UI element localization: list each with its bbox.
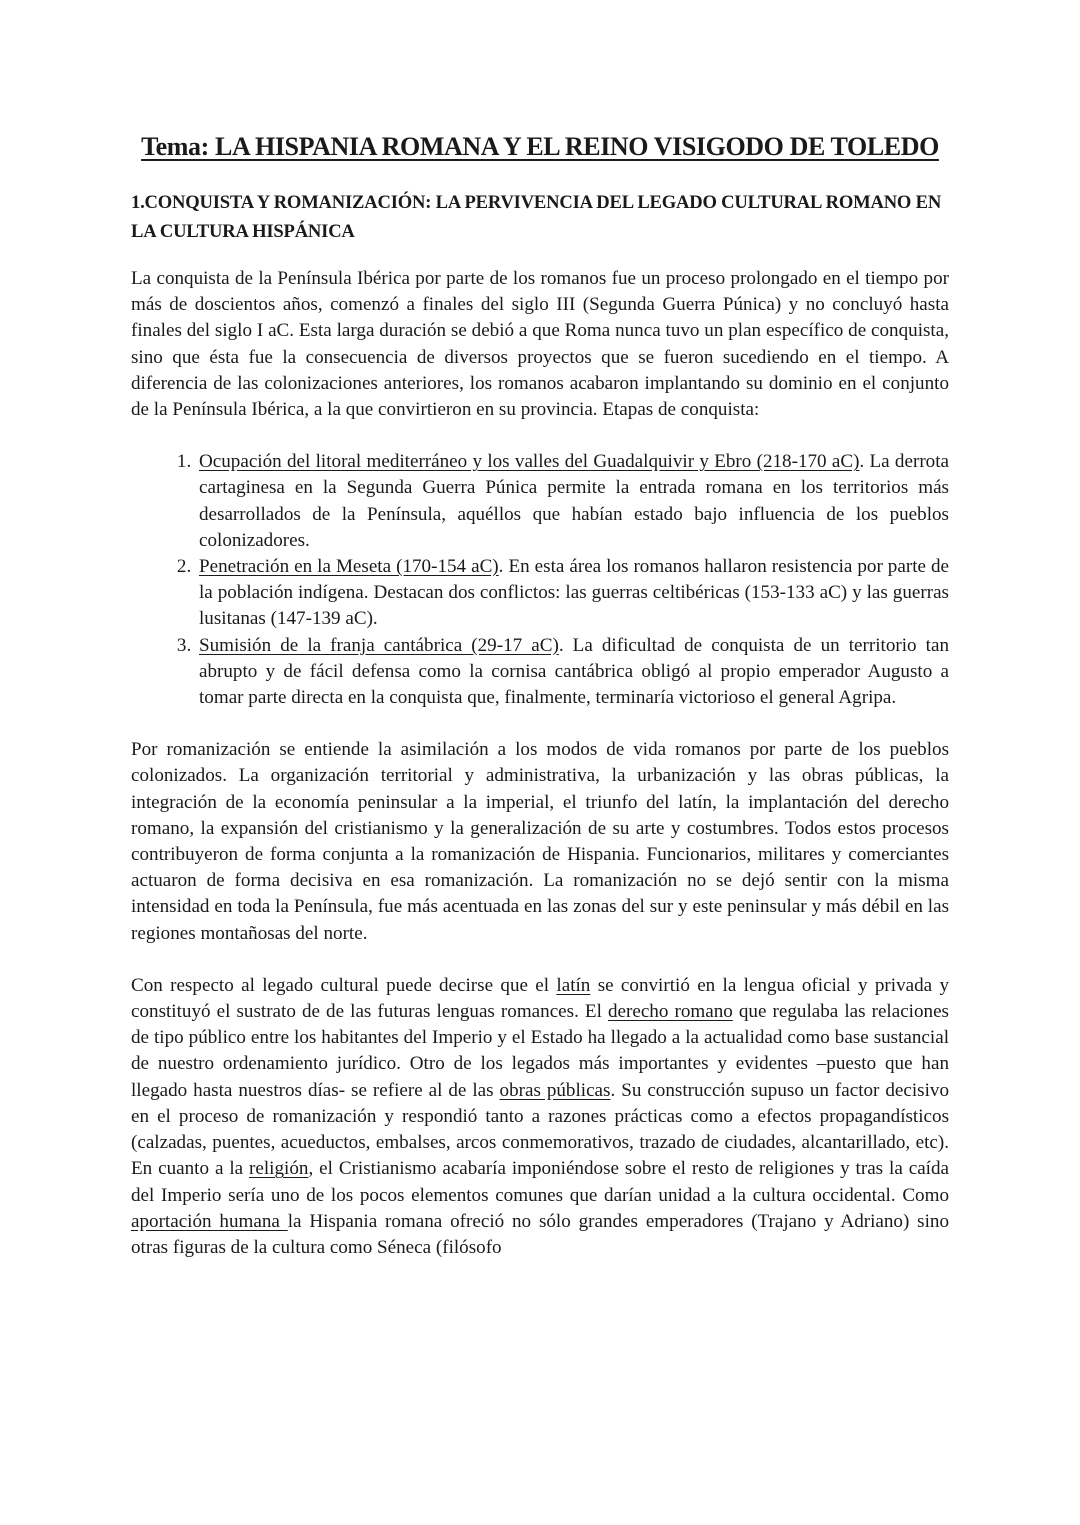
conquest-stages-list	[131, 449, 949, 711]
stage-text: . En esta área los romanos hallaron resistencia por parte de la población indígena. Destacan dos conflictos: las guerras celtibéricas (153-133 aC) y las guerras lusitanas (147-139 aC).	[199, 556, 949, 630]
stage-text: . La dificultad de conquista de un territorio tan abrupto y de fácil defensa como la cornisa cantábrica obligó al propio emperador Augusto a tomar parte directa en la conquista que, finalmente, terminaría victorioso el general Agripa.	[199, 634, 949, 709]
legacy-term-religion: religión	[249, 1158, 309, 1180]
legacy-text: la Hispania romana ofreció no sólo grandes emperadores (Trajano y Adriano) sino otras figuras de la cultura como Séneca (filósofo	[131, 1210, 949, 1258]
list-item	[196, 633, 949, 712]
stage-title: Sumisión de la franja cantábrica (29-17 aC)	[199, 634, 559, 656]
document-title: Tema: LA HISPANIA ROMANA Y EL REINO VISIGODO DE TOLEDO	[141, 132, 939, 161]
legacy-paragraph	[131, 973, 949, 1261]
intro-paragraph: La conquista de la Península Ibérica por parte de los romanos fue un proceso prolongado en el tiempo por más de doscientos años, comenzó a finales del siglo III (Segunda Guerra Púnica) y no concluyó hasta finales del siglo I aC. Esta larga duración se debió a que Roma nunca tuvo un plan específico de conquista, sino que ésta fue la consecuencia de diversos proyectos que se fueron sucediendo en el tiempo. A diferencia de las colonizaciones anteriores, los romanos acabaron implantando su dominio en el conjunto de la Península Ibérica, a la que convirtieron en su provincia. Etapas de conquista:	[131, 268, 949, 421]
legacy-text: se convirtió en la lengua oficial y privada y constituyó el sustrato de de las futuras lenguas romances. El	[131, 974, 949, 1023]
section-heading: 1.CONQUISTA Y ROMANIZACIÓN: LA PERVIVENCIA DEL LEGADO CULTURAL ROMANO EN LA CULTURA HISPÁNICA	[131, 192, 942, 242]
legacy-text: que regulaba las relaciones de tipo público entre los habitantes del Imperio y el Estado ha llegado a la actualidad como base sustancial de nuestro ordenamiento jurídico. Otro de los legados más importantes y evidentes –puesto que han llegado hasta nuestros días- se refiere al de las	[131, 1001, 949, 1101]
legacy-text: . Su construcción supuso un factor decisivo en el proceso de romanización y respondió tanto a razones prácticas como a efectos propagandísticos (calzadas, puentes, acueductos, embalses, arcos conmemorativos, trazado de ciudades, alcantarillado, etc). En cuanto a la	[131, 1079, 949, 1180]
romanization-paragraph: Por romanización se entiende la asimilación a los modos de vida romanos por parte de los pueblos colonizados. La organización territorial y administrativa, la urbanización y las obras públicas, la integración de la economía peninsular a la imperial, el triunfo del latín, la implantación del derecho romano, la expansión del cristianismo y la generalización de su arte y costumbres. Todos estos procesos contribuyeron de forma conjunta a la romanización de Hispania. Funcionarios, militares y comerciantes actuaron de forma decisiva en esa romanización. La romanización no se dejó sentir con la misma intensidad en toda la Península, fue más acentuada en las zonas del sur y este peninsular y más débil en las regiones montañosas del norte.	[131, 739, 949, 944]
stage-title: Penetración en la Meseta (170-154 aC)	[199, 556, 499, 578]
legacy-term-law: derecho romano	[607, 1001, 733, 1023]
legacy-text: , el Cristianismo acabaría imponiéndose sobre el resto de religiones y tras la caída del Imperio sería uno de los pocos elementos comunes que darían unidad a la cultura occidental. Como	[131, 1158, 949, 1206]
legacy-text: Con respecto al legado cultural puede decirse que el	[131, 974, 557, 996]
legacy-term-latin: latín	[556, 974, 591, 996]
stage-text: . La derrota cartaginesa en la Segunda Guerra Púnica permite la entrada romana en los territorios más desarrollados de la Península, aquéllos que habían estado bajo influencia de los pueblos colonizadores.	[199, 451, 950, 551]
legacy-term-public-works: obras públicas	[499, 1079, 611, 1101]
list-item	[196, 449, 949, 554]
legacy-term-human-contribution: aportación humana	[131, 1210, 288, 1232]
stage-title: Ocupación del litoral mediterráneo y los valles del Guadalquivir y Ebro (218-170 aC)	[199, 451, 860, 473]
list-item	[196, 554, 949, 633]
